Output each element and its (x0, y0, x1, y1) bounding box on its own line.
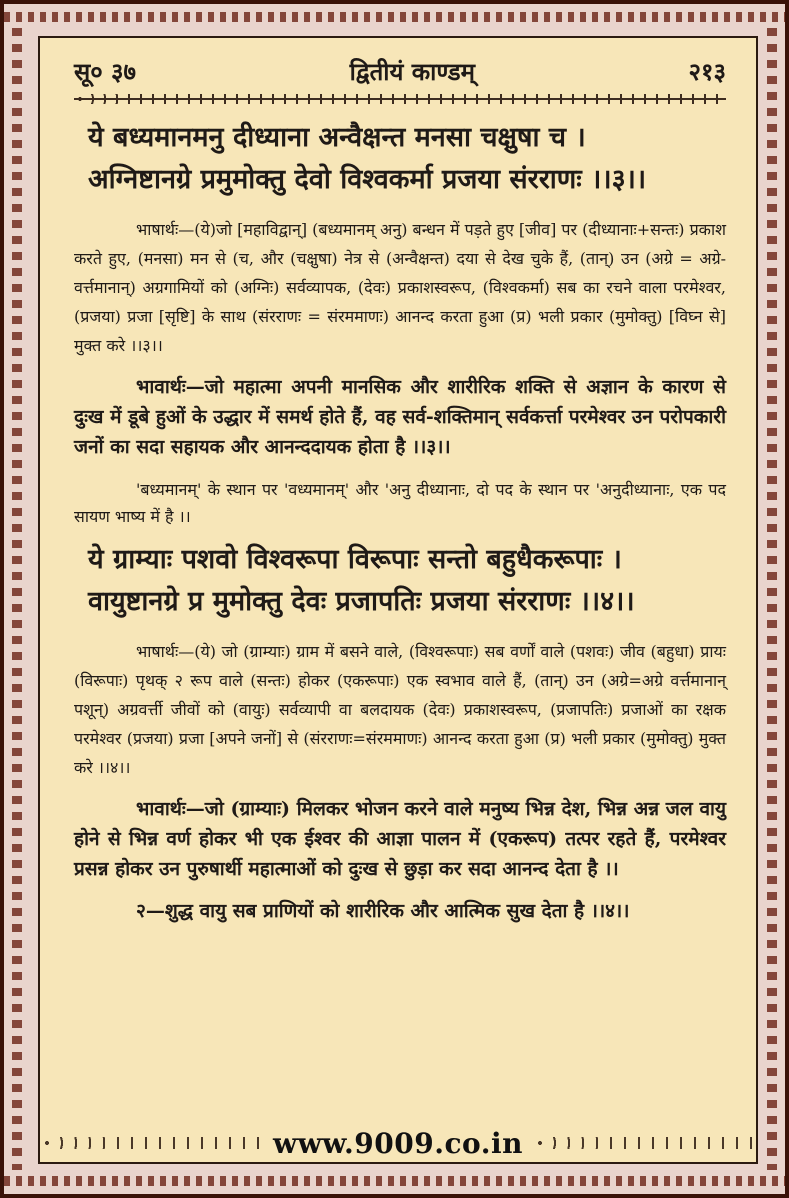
page-header (74, 57, 726, 86)
footnote-2: २—शुद्ध वायु सब प्राणियों को शारीरिक और आत्मिक सुख देता है ।।४।। (136, 899, 630, 922)
page-number: २१३ (688, 57, 726, 86)
bhavartha-3: भावार्थः—जो महात्मा अपनी मानसिक और शारीरिक शक्ति से अज्ञान के कारण से दुःख में डूबे हुओं के उद्धार में समर्थ होते हैं, वह सर्व-शक्तिमान् सर्वकर्त्ता परमेश्वर उन परोपकारी जनों का सदा सहायक और आनन्ददायक होता है ।।३।। (74, 375, 726, 458)
top-border-ornament (4, 12, 785, 22)
bhavartha-4: भावार्थः—जो (ग्राम्याः) मिलकर भोजन करने वाले मनुष्य भिन्न देश, भिन्न अन्न जल वायु होने से भिन्न वर्ण होकर भी एक ईश्वर की आज्ञा पालन में (एकरूप) तत्पर रहते हैं, परमेश्वर प्रसन्न होकर उन पुरुषार्थी महात्माओं को दुःख से छुड़ा कर सदा आनन्द देता है ।। (74, 797, 726, 880)
scripture-page (38, 36, 758, 1164)
right-border-ornament (767, 28, 777, 1170)
left-border-ornament (12, 28, 22, 1170)
bhashartha-3: भाषार्थः—(ये)जो [महाविद्वान्] (बध्यमानम् अनु) बन्धन में पड़ते हुए [जीव] पर (दीध्यानाः+सन्तः) प्रकाश करते हुए, (मनसा) मन से (च, और (चक्षुषा) नेत्र से (अन्वैक्षन्त) दया से देख चुके हैं, (तान्) उन (अग्रे = अग्रे-वर्त्तमानान्) अग्रगामियों को (अग्निः) सर्वव्यापक, (देवः) प्रकाशस्वरूप, (विश्वकर्मा) सब का रचने वाला परमेश्वर, (प्रजया) प्रजा [सृष्टि] के साथ (संरराणः = संरममाणः) आनन्द करता हुआ (प्र) भली प्रकार (मुमोक्तु) [विघ्न से] मुक्त करे ।।३।। (74, 219, 726, 355)
verse-3-line-2: अग्निष्टानग्रे प्रमुमोक्तु देवो विश्वकर्मा प्रजया संरराणः ।।३।। (88, 164, 647, 196)
header-divider (74, 94, 726, 104)
sayana-note: 'बध्यमानम्' के स्थान पर 'वध्यमानम्' और 'अनु दीध्यानाः, दो पद के स्थान पर 'अनुदीध्यानाः, एक पद सायण भाष्य में है ।। (74, 479, 726, 526)
footer-ornament-right (533, 1137, 756, 1149)
page-footer (40, 1124, 756, 1162)
website-url[interactable]: www.9009.co.in (273, 1126, 523, 1160)
bottom-border-ornament (4, 1176, 785, 1186)
sukta-number: सू० ३७ (74, 57, 137, 86)
footer-ornament-left (40, 1137, 263, 1149)
verse-3-line-1: ये बध्यमानमनु दीध्याना अन्वैक्षन्त मनसा चक्षुषा च । (88, 122, 586, 153)
verse-4-line-1: ये ग्राम्याः पशवो विश्वरूपा विरूपाः सन्तो बहुधैकरूपाः । (88, 543, 622, 575)
kanda-title: द्वितीयं काण्डम् (349, 57, 475, 86)
bhashartha-4: भाषार्थः—(ये) जो (ग्राम्याः) ग्राम में बसने वाले, (विश्वरूपाः) सब वर्णों वाले (पशवः) जीव (बहुधा) प्रायः (विरूपाः) पृथक् २ रूप वाले (सन्तः) होकर (एकरूपाः) एक स्वभाव वाले हैं, (तान्) उन (अग्रे=अग्रे वर्त्तमानान् पशून्) अग्रवर्त्ती जीवों को (वायुः) सर्वव्यापी वा बलदायक (देवः) प्रकाशस्वरूप, (प्रजापतिः) प्रजाओं का रक्षक परमेश्वर (प्रजया) प्रजा [अपने जनों] से (संरराणः=संरममाणः) आनन्द करता हुआ (प्र) भली प्रकार (मुमोक्तु) मुक्त करे ।।४।। (74, 641, 726, 777)
verse-4-line-2: वायुष्टानग्रे प्र मुमोक्तु देवः प्रजापतिः प्रजया संरराणः ।।४।। (88, 586, 635, 618)
